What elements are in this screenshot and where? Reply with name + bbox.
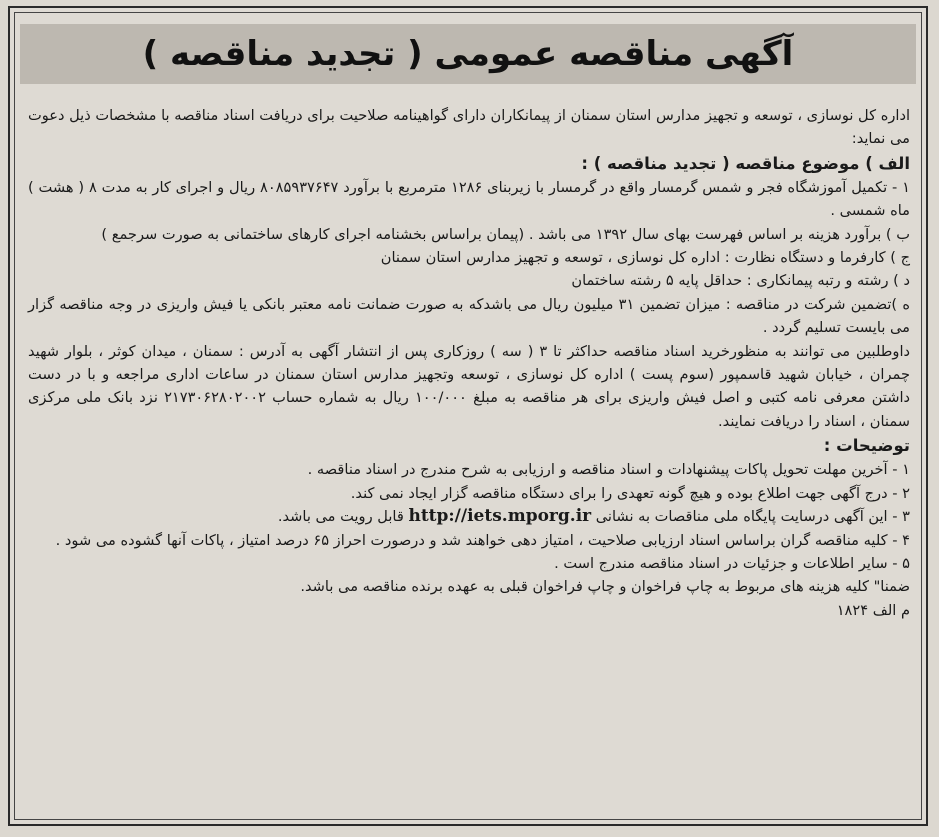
note-3-suffix: قابل رویت می باشد. — [277, 508, 404, 526]
tender-website-link[interactable]: http://iets.mporg.ir — [408, 506, 592, 527]
notice-title: آگهی مناقصه عمومی ( تجدید مناقصه ) — [142, 34, 794, 74]
item-b: ب ) برآورد هزینه بر اساس فهرست بهای سال ۱۳۹۲ می باشد . (پیمان براساس بخشنامه اجرای کارهای ساختمانی به صورت سرجمع ) — [101, 225, 910, 243]
item-1: ۱ - تکمیل آموزشگاه فجر و شمس گرمسار واقع در گرمسار با زیربنای ۱۲۸۶ مترمربع با برآورد ۸۰۸۵۹۳۷۶۴۷ ریال و اجرای کار به مدت ۸ ( هشت ) ماه شمسی . — [28, 178, 910, 220]
footnote: ضمنا" کلیه هزینه های مربوط به چاپ فراخوان و چاپ فراخوان قبلی به عهده برنده مناقصه می باشد. — [300, 578, 910, 596]
title-band — [20, 24, 916, 84]
applicants-text: داوطلبین می توانند به منظورخرید اسناد مناقصه حداکثر تا ۳ ( سه ) روزکاری پس از انتشار آگهی به آدرس : سمنان ، میدان کوثر ، بلوار شهید چمران ، خیابان شهید قاسمپور (سوم پست ) اداره کل نوسازی ، توسعه وتجهیز مدارس استان سمنان در ساعات اداری مراجعه و با در دست داشتن معرفی نامه کتبی و اصل فیش واریزی برای هر مناقصه به مبلغ ۱۰۰/۰۰۰ ریال به شماره حساب ۲۱۷۳۰۶۲۸۰۲۰۰۲ نزد بانک ملی مرکزی سمنان ، اسناد را دریافت نمایند. — [28, 342, 910, 430]
note-3 — [28, 505, 910, 528]
notice-body — [28, 104, 910, 622]
note-4: ۴ - کلیه مناقصه گران براساس اسناد ارزیابی صلاحیت ، امتیاز دهی خواهند شد و درصورت احراز ۶۵ درصد امتیاز ، پاکات آنها گشوده می شود . — [55, 531, 910, 549]
notes-heading: توضیحات : — [823, 436, 910, 456]
item-e: ه )تضمین شرکت در مناقصه : میزان تضمین ۳۱ میلیون ریال می باشدکه به صورت ضمانت نامه معتبر بانکی یا فیش واریزی در وجه مناقصه گزار می بایست تسلیم گردد . — [28, 295, 910, 337]
note-3-text: ۳ - این آگهی درسایت پایگاه ملی مناقصات به نشانی — [595, 508, 910, 526]
notice-code: م الف ۱۸۲۴ — [836, 601, 910, 619]
note-1: ۱ - آخرین مهلت تحویل پاکات پیشنهادات و اسناد مناقصه و ارزیابی به شرح مندرج در اسناد مناقصه . — [307, 461, 910, 479]
intro-text: اداره کل نوسازی ، توسعه و تجهیز مدارس استان سمنان از پیمانکاران دارای گواهینامه صلاحیت برای دریافت اسناد مناقصه با مشخصات ذیل دعوت می نماید: — [27, 107, 910, 148]
notice-frame — [8, 6, 928, 826]
item-c: ج ) کارفرما و دستگاه نظارت : اداره کل نوسازی ، توسعه و تجهیز مدارس استان سمنان — [380, 249, 910, 267]
note-2: ۲ - درج آگهی جهت اطلاع بوده و هیچ گونه تعهدی را برای دستگاه مناقصه گزار ایجاد نمی کند. — [350, 484, 910, 502]
section-a-heading: الف ) موضوع مناقصه ( تجدید مناقصه ) : — [581, 153, 910, 173]
note-5: ۵ - سایر اطلاعات و جزئیات در اسناد مناقصه مندرج است . — [554, 554, 910, 572]
item-d: د ) رشته و رتبه پیمانکاری : حداقل پایه ۵ رشته ساختمان — [571, 272, 910, 290]
